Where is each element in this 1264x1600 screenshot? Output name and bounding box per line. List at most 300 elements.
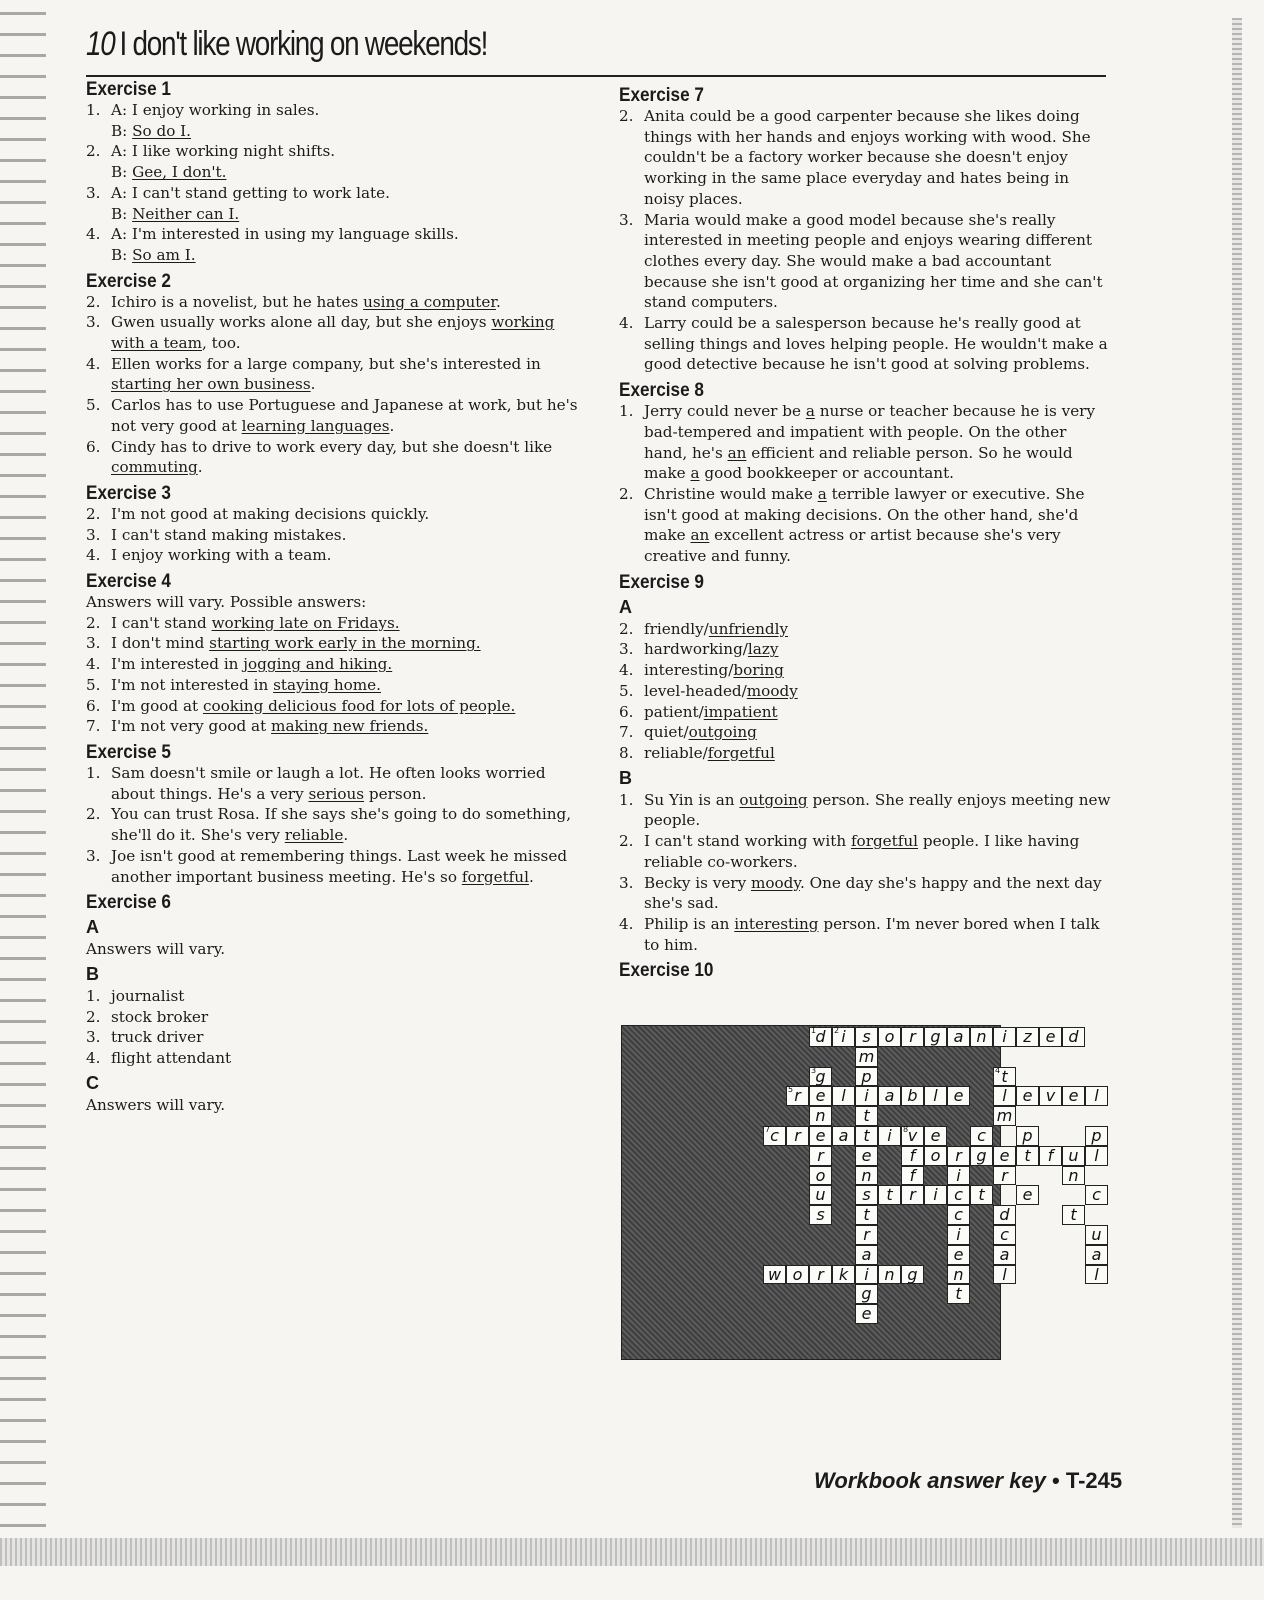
crossword-cell: [878, 1185, 901, 1205]
crossword-cell: [901, 1265, 924, 1285]
crossword-cell: [1062, 1027, 1085, 1047]
crossword-letter: f: [909, 1145, 916, 1165]
crossword-cell: [993, 1205, 1016, 1225]
answer-underlined: forgetful: [850, 832, 919, 851]
answer-text: Ichiro is a novelist, but he hates: [111, 292, 364, 311]
answer-item: [86, 1048, 586, 1069]
page-footer: [814, 1468, 1122, 1494]
crossword-letter: c: [1000, 1225, 1009, 1244]
answer-item: [86, 613, 586, 634]
answer-text: person.: [364, 784, 427, 803]
exercise-heading: Exercise 4: [86, 570, 171, 593]
answer-item: [619, 401, 1114, 484]
answer-item: [619, 619, 1114, 640]
clue-number: 1: [811, 1026, 817, 1035]
page-number: T-245: [1065, 1468, 1123, 1493]
answer-item: [86, 121, 586, 142]
crossword-letter: e: [861, 1304, 872, 1324]
crossword-cell: [855, 1225, 878, 1245]
crossword-cell: [1085, 1086, 1108, 1106]
crossword-cell: [947, 1284, 970, 1304]
crossword-cell: [993, 1086, 1016, 1106]
answer-item: [86, 804, 586, 845]
answer-underlined: forgetful: [707, 743, 775, 762]
crossword-cell: [832, 1027, 855, 1047]
crossword-cell: [855, 1205, 878, 1225]
item-number: 4.: [619, 914, 634, 933]
subsection-label: C: [86, 1072, 99, 1093]
answer-text: Gwen usually works alone all day, but she enjoys: [111, 313, 492, 332]
crossword-letter: p: [1091, 1126, 1102, 1145]
answer-item: [86, 545, 586, 566]
clue-number: 8: [903, 1125, 909, 1134]
answer-underlined: reliable: [284, 826, 344, 845]
footer-bullet: •: [1052, 1468, 1060, 1493]
answer-underlined: lazy: [747, 640, 779, 659]
answer-text: I enjoy working with a team.: [111, 546, 332, 565]
answer-item: [86, 846, 586, 887]
crossword-letter: g: [861, 1284, 872, 1304]
crossword-cell: [763, 1126, 786, 1146]
crossword-letter: i: [887, 1126, 892, 1145]
answer-underlined: Gee, I don't.: [132, 163, 227, 182]
crossword-letter: e: [1022, 1086, 1033, 1106]
crossword-cell: [809, 1086, 832, 1106]
answer-text: person. She really enjoys meeting new people.: [644, 790, 1111, 830]
answer-item: [619, 790, 1114, 831]
crossword-cell: [809, 1027, 832, 1047]
crossword-letter: t: [863, 1205, 870, 1225]
item-number: 2.: [619, 619, 634, 638]
exercise-heading: Exercise 10: [619, 959, 714, 982]
item-number: 2.: [86, 805, 101, 824]
answer-underlined: a: [805, 402, 815, 421]
crossword-letter: e: [815, 1086, 826, 1106]
answer-text: B:: [111, 121, 133, 140]
crossword-cell: [1016, 1126, 1039, 1146]
page-edge-bottom: [0, 1538, 1264, 1566]
item-number: 6.: [619, 702, 634, 721]
crossword-grid: [621, 1025, 1102, 1360]
answer-item: [86, 1007, 586, 1028]
crossword-cell: [809, 1067, 832, 1087]
crossword-cell: [1085, 1126, 1108, 1146]
crossword-cell: [855, 1185, 878, 1205]
crossword-letter: l: [1002, 1086, 1007, 1106]
crossword-letter: a: [861, 1244, 872, 1264]
answer-text: flight attendant: [111, 1049, 232, 1068]
answer-text: good bookkeeper or accountant.: [699, 464, 954, 483]
crossword-cell: [993, 1166, 1016, 1186]
crossword-letter: d: [815, 1027, 826, 1046]
crossword-cell: [901, 1146, 924, 1166]
item-number: 2.: [619, 107, 634, 125]
crossword-letter: p: [861, 1066, 872, 1086]
answer-text: stock broker: [111, 1007, 209, 1026]
crossword-letter: o: [930, 1145, 941, 1165]
crossword-letter: o: [815, 1165, 826, 1185]
crossword-letter: a: [838, 1126, 849, 1145]
crossword-letter: r: [794, 1126, 801, 1145]
left-column: [86, 74, 586, 1115]
crossword-cell: [901, 1166, 924, 1186]
answer-underlined: staying home.: [273, 675, 382, 694]
answer-text: I'm not interested in: [111, 675, 274, 694]
answer-text: patient/: [644, 702, 704, 721]
answer-item: [86, 696, 586, 717]
crossword-cell: [855, 1146, 878, 1166]
answer-item: [86, 654, 586, 675]
item-number: 1.: [86, 986, 101, 1005]
crossword-cell: [786, 1126, 809, 1146]
crossword-cell: [878, 1027, 901, 1047]
answer-underlined: boring: [733, 661, 784, 680]
answer-item: [86, 763, 586, 804]
crossword-cell: [855, 1086, 878, 1106]
crossword-cell: [901, 1126, 924, 1146]
item-number: 1.: [86, 101, 101, 119]
crossword-cell: [855, 1265, 878, 1285]
crossword-letter: g: [815, 1066, 826, 1086]
crossword-cell: [947, 1245, 970, 1265]
crossword-letter: c: [954, 1185, 963, 1205]
crossword-cell: [1016, 1086, 1039, 1106]
answer-text: Philip is an: [644, 914, 735, 933]
crossword-letter: c: [977, 1126, 986, 1145]
answer-text: hardworking/: [644, 640, 748, 659]
crossword-letter: f: [909, 1165, 916, 1185]
answer-underlined: So do I.: [132, 121, 192, 140]
answer-item: [86, 354, 586, 395]
crossword-cell: [1062, 1166, 1085, 1186]
item-number: 3.: [86, 525, 101, 544]
answer-underlined: working late on Fridays.: [211, 613, 400, 632]
crossword-cell: [947, 1225, 970, 1245]
crossword-cell: [947, 1166, 970, 1186]
crossword-letter: n: [884, 1264, 895, 1284]
clue-number: 3: [811, 1065, 817, 1075]
answer-text: I'm not good at making decisions quickly.: [111, 504, 430, 523]
crossword-cell: [924, 1146, 947, 1166]
crossword-letter: e: [815, 1126, 826, 1145]
answer-item: [619, 743, 1114, 764]
crossword-letter: r: [863, 1225, 870, 1244]
answer-text: Joe isn't good at remembering things. Last week he missed another important business meeting. He's so: [111, 846, 568, 886]
subsection-label: B: [619, 767, 632, 788]
answer-text: journalist: [111, 986, 185, 1005]
answer-text: efficient and reliable person. So he would make: [644, 443, 1073, 483]
answer-underlined: a: [690, 464, 700, 483]
item-number: 5.: [86, 675, 101, 694]
item-number: 2.: [619, 832, 634, 851]
crossword-letter: u: [1068, 1145, 1079, 1165]
item-number: 4.: [86, 225, 101, 244]
crossword-cell: [924, 1185, 947, 1205]
answer-underlined: using a computer: [363, 292, 496, 311]
exercise-heading: Exercise 1: [86, 78, 171, 100]
crossword-letter: l: [933, 1086, 938, 1106]
crossword-letter: w: [767, 1264, 782, 1284]
crossword-cell: [855, 1047, 878, 1067]
crossword-cell: [855, 1027, 878, 1047]
crossword-letter: i: [956, 1165, 961, 1185]
answer-text: B:: [111, 245, 133, 264]
crossword-letter: s: [816, 1205, 825, 1225]
answer-text: .: [343, 826, 349, 845]
crossword-letter: e: [861, 1145, 872, 1165]
crossword-cell: [1016, 1027, 1039, 1047]
crossword-letter: t: [886, 1185, 893, 1205]
answer-underlined: Neither can I.: [132, 204, 240, 223]
answer-text: I can't stand: [111, 613, 212, 632]
answer-text: Becky is very: [644, 873, 751, 892]
crossword-cell: [855, 1126, 878, 1146]
page-edge-right: [1232, 18, 1242, 1528]
crossword-cell: [878, 1265, 901, 1285]
crossword-letter: i: [1002, 1027, 1007, 1046]
subsection-label: A: [86, 917, 99, 938]
exercise-heading: Exercise 6: [86, 891, 171, 914]
crossword-cell: [855, 1304, 878, 1324]
answer-note: Answers will vary.: [86, 940, 226, 959]
crossword-letter: r: [817, 1145, 824, 1165]
answer-text: Sam doesn't smile or laugh a lot. He often looks worried about things. He's a very: [111, 763, 546, 803]
crossword-cell: [1016, 1146, 1039, 1166]
answer-underlined: making new friends.: [271, 717, 429, 736]
crossword-letter: e: [930, 1126, 941, 1145]
item-number: 7.: [86, 717, 101, 736]
crossword-cell: [786, 1086, 809, 1106]
clue-number: 7: [765, 1125, 771, 1134]
crossword-cell: [924, 1027, 947, 1047]
crossword-letter: i: [864, 1086, 869, 1106]
item-number: 2.: [86, 613, 101, 632]
crossword-letter: c: [1092, 1185, 1101, 1205]
crossword-letter: i: [933, 1185, 938, 1205]
answer-text: I'm not very good at: [111, 717, 272, 736]
crossword-letter: u: [1091, 1225, 1102, 1244]
answer-underlined: starting work early in the morning.: [209, 634, 481, 653]
crossword-cell: [786, 1265, 809, 1285]
answer-underlined: starting her own business: [111, 375, 311, 394]
crossword-cell: [993, 1225, 1016, 1245]
answer-text: truck driver: [111, 1028, 204, 1047]
item-number: 4.: [619, 661, 634, 680]
answer-text: quiet/: [644, 723, 689, 742]
answer-underlined: moody: [746, 681, 798, 700]
crossword-cell: [763, 1265, 786, 1285]
answer-item: [86, 716, 586, 737]
answer-text: terrible lawyer or executive. She isn't good at making decisions. On the other hand, she'd make: [644, 484, 1085, 545]
item-number: 5.: [619, 681, 634, 700]
crossword-letter: d: [1068, 1027, 1079, 1046]
answer-text: Carlos has to use Portuguese and Japanese at work, but he's not very good at: [111, 396, 578, 435]
crossword-cell: [1062, 1086, 1085, 1106]
answer-underlined: learning languages: [241, 416, 390, 435]
item-number: 2.: [86, 1007, 101, 1026]
item-number: 2.: [86, 504, 101, 523]
crossword-cell: [809, 1265, 832, 1285]
crossword-letter: r: [955, 1145, 962, 1165]
answer-text: I'm interested in: [111, 655, 244, 674]
crossword-letter: s: [862, 1185, 871, 1205]
answer-item: [619, 681, 1114, 702]
page-title: [86, 22, 487, 66]
answer-text: excellent actress or artist because she's very creative and funny.: [644, 526, 1061, 566]
crossword-letter: g: [907, 1264, 918, 1284]
answer-underlined: impatient: [703, 702, 778, 721]
crossword-cell: [970, 1027, 993, 1047]
item-number: 4.: [86, 546, 101, 565]
crossword-cell: [970, 1185, 993, 1205]
crossword-cell: [878, 1086, 901, 1106]
crossword-letter: t: [955, 1284, 962, 1304]
crossword-letter: n: [976, 1027, 987, 1046]
answer-underlined: outgoing: [688, 723, 757, 742]
answer-item: [86, 204, 586, 225]
item-number: 3.: [619, 873, 634, 892]
crossword-letter: o: [884, 1027, 895, 1046]
crossword-letter: l: [1094, 1264, 1099, 1284]
exercise-heading: Exercise 5: [86, 740, 171, 763]
answer-item: [86, 141, 586, 162]
crossword-cell: [855, 1284, 878, 1304]
answer-text: A: I like working night shifts.: [111, 142, 336, 161]
crossword-letter: t: [863, 1126, 870, 1145]
crossword-letter: l: [1094, 1086, 1099, 1106]
answer-text: Larry could be a salesperson because he's really good at selling things and loves helping people. He wouldn't make a good detective because he isn't good at solving problems.: [644, 314, 1108, 374]
answer-text: people. I like having reliable co-workers.: [644, 832, 1080, 871]
answer-item: [86, 633, 586, 654]
answer-text: person. I'm never bored when I talk to him.: [644, 914, 1100, 954]
subsection-label: A: [619, 596, 632, 617]
answer-item: [619, 722, 1114, 743]
answer-item: [619, 484, 1114, 567]
answer-item: [86, 100, 586, 121]
answer-item: [86, 162, 586, 183]
answer-text: I don't mind: [111, 634, 210, 653]
crossword-cell: [1085, 1245, 1108, 1265]
answer-item: [86, 986, 586, 1007]
answer-underlined: an: [727, 443, 747, 462]
crossword-letter: e: [1045, 1027, 1056, 1046]
crossword-cell: [901, 1086, 924, 1106]
item-number: 3.: [619, 210, 634, 229]
crossword-letter: g: [976, 1145, 987, 1165]
crossword-letter: n: [815, 1106, 826, 1126]
answer-text: Maria would make a good model because she's really interested in meeting people and enjoys wearing different clothes every day. She would make a bad accountant because she isn't good at organizing her time and she can't stand computers.: [644, 210, 1103, 312]
crossword-cell: [809, 1205, 832, 1225]
answer-underlined: forgetful: [461, 867, 529, 886]
answer-text: Su Yin is an: [644, 790, 740, 809]
crossword-letter: i: [841, 1027, 846, 1046]
crossword-cell: [947, 1146, 970, 1166]
crossword-cell: [924, 1086, 947, 1106]
answer-item: [86, 525, 586, 546]
answer-item: [86, 437, 586, 478]
unit-number: 10: [86, 25, 115, 63]
exercise-heading: Exercise 8: [619, 379, 704, 402]
crossword-letter: t: [1024, 1145, 1031, 1165]
clue-number: 4: [995, 1065, 1001, 1075]
item-number: 7.: [619, 723, 634, 742]
answer-item: [86, 312, 586, 353]
answer-underlined: unfriendly: [708, 619, 789, 638]
item-number: 3.: [86, 313, 101, 332]
crossword-letter: a: [999, 1244, 1010, 1264]
answer-underlined: working with a team: [111, 313, 555, 353]
item-number: 6.: [86, 696, 101, 715]
answer-text: interesting/: [644, 661, 734, 680]
crossword-cell: [832, 1126, 855, 1146]
crossword-letter: m: [858, 1046, 875, 1066]
answer-item: [619, 831, 1114, 872]
answer-text: B:: [111, 163, 133, 182]
crossword-cell: [970, 1146, 993, 1166]
answer-underlined: outgoing: [739, 790, 808, 809]
answer-text: A: I enjoy working in sales.: [111, 101, 320, 119]
spiral-binding: [0, 0, 46, 1545]
crossword-cell: [1085, 1146, 1108, 1166]
subsection-label: B: [86, 963, 99, 984]
item-number: 4.: [86, 655, 101, 674]
unit-title: I don't like working on weekends!: [119, 25, 488, 63]
crossword-letter: e: [953, 1244, 964, 1264]
item-number: 3.: [86, 846, 101, 865]
crossword-cell: [993, 1265, 1016, 1285]
crossword-letter: r: [794, 1086, 801, 1106]
crossword-cell: [993, 1146, 1016, 1166]
crossword-letter: a: [953, 1027, 964, 1046]
crossword-cell: [993, 1067, 1016, 1087]
answer-item: [619, 313, 1114, 375]
crossword-letter: e: [1022, 1185, 1033, 1205]
item-number: 8.: [619, 743, 634, 762]
crossword-cell: [855, 1106, 878, 1126]
crossword-letter: t: [863, 1106, 870, 1126]
answer-note: Answers will vary.: [86, 1095, 226, 1114]
item-number: 4.: [619, 314, 634, 333]
answer-item: [86, 183, 586, 204]
crossword-letter: n: [861, 1165, 872, 1185]
answer-text: I'm good at: [111, 696, 203, 715]
answer-text: Anita could be a good carpenter because she likes doing things with her hands and enjoys working with wood. She couldn't be a factory worker because she doesn't enjoy working in the same place everyday and hates being in noisy places.: [644, 107, 1091, 208]
crossword-cell: [1039, 1146, 1062, 1166]
answer-underlined: jogging and hiking.: [243, 655, 393, 674]
crossword-cell: [832, 1265, 855, 1285]
exercise-heading: Exercise 2: [86, 269, 171, 292]
crossword-cell: [855, 1067, 878, 1087]
item-number: 2.: [86, 292, 101, 311]
crossword-letter: n: [953, 1264, 964, 1284]
answer-item: [86, 245, 586, 266]
answer-text: A: I'm interested in using my language skills.: [111, 225, 459, 244]
crossword-cell: [878, 1126, 901, 1146]
answer-item: [86, 504, 586, 525]
crossword-cell: [809, 1126, 832, 1146]
crossword-letter: o: [792, 1264, 803, 1284]
answer-item: [86, 292, 586, 313]
crossword-cell: [1085, 1185, 1108, 1205]
crossword-cell: [809, 1166, 832, 1186]
crossword-letter: v: [907, 1126, 918, 1145]
crossword-letter: n: [1068, 1165, 1079, 1185]
item-number: 5.: [86, 396, 101, 415]
answer-item: [619, 639, 1114, 660]
answer-text: Ellen works for a large company, but she's interested in: [111, 354, 541, 373]
answer-text: .: [389, 416, 395, 435]
answer-underlined: interesting: [734, 914, 819, 933]
